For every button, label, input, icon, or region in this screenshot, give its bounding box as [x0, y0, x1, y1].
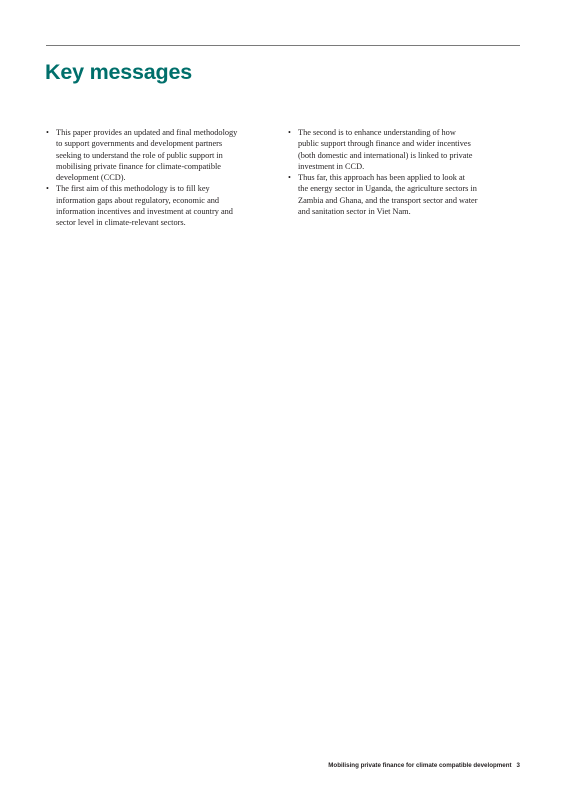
bullet-item — [288, 172, 518, 217]
bullet-text: The second is to enhance understanding of how public support through finance and wider incentives (both domestic and international) is linked to private investment in CCD. — [298, 128, 473, 171]
running-title: Mobilising private finance for climate compatible development — [328, 762, 512, 769]
top-divider — [46, 45, 520, 46]
page-footer — [328, 762, 520, 769]
page-title: Key messages — [45, 60, 193, 84]
bullet-text: Thus far, this approach has been applied to look at the energy sector in Uganda, the agriculture sectors in Zambia and Ghana, and the transport sector and water and sanitation sector in Viet Nam. — [298, 173, 478, 216]
left-column — [46, 127, 278, 228]
bullet-item — [46, 183, 278, 228]
bullet-text: This paper provides an updated and final methodology to support governments and development partners seeking to understand the role of public support in mobilising private finance for climate-compatible development (CCD). — [56, 128, 238, 182]
bullet-item — [288, 127, 518, 172]
right-column — [288, 127, 518, 217]
bullet-icon: • — [46, 128, 49, 137]
bullet-item — [46, 127, 278, 183]
bullet-icon: • — [288, 128, 291, 137]
bullet-icon: • — [46, 184, 49, 194]
bullet-icon: • — [288, 173, 291, 182]
bullet-text: The first aim of this methodology is to fill key information gaps about regulatory, economic and information incentives and investment at country and sector level in climate-relevant sectors. — [56, 184, 233, 227]
page-number: 3 — [516, 762, 520, 769]
